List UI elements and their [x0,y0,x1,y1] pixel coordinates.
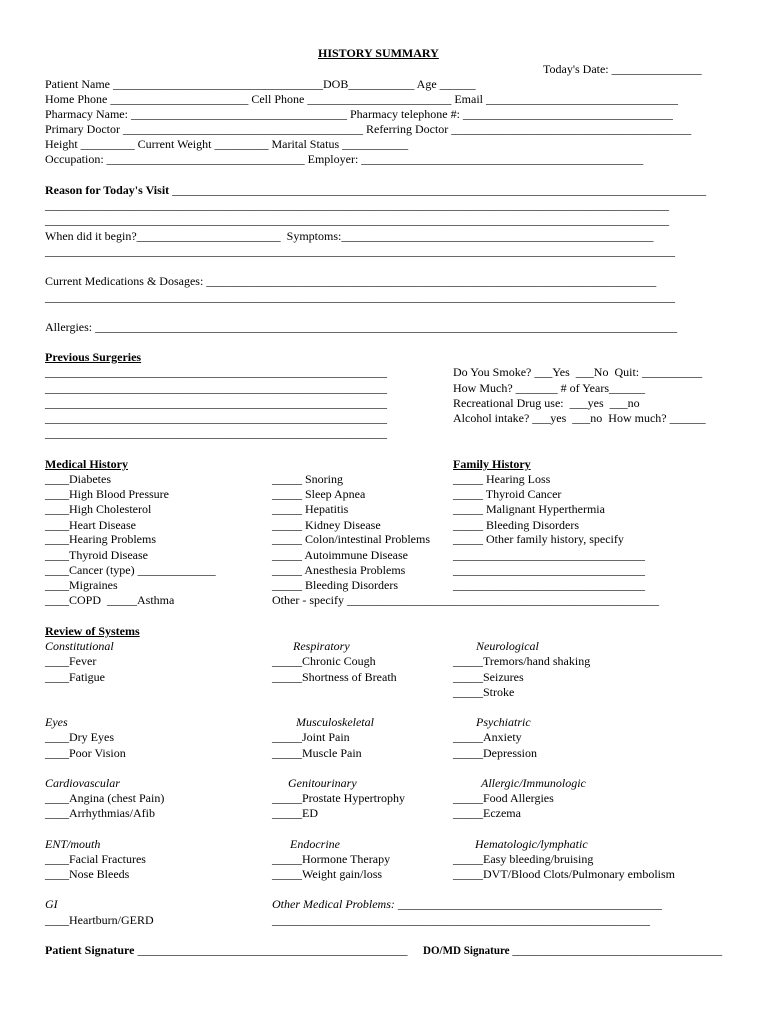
doctors-row[interactable]: Primary Doctor ________________________________________ Referring Doctor ________________________________________ [45,122,692,136]
ros-group-title: Genitourinary [288,776,357,790]
family-history-item[interactable]: _____ Malignant Hyperthermia [453,502,605,516]
ros-group-title: Eyes [45,715,68,729]
ros-group-title: GI [45,897,58,911]
family-history-item[interactable]: _____ Hearing Loss [453,472,551,486]
ros-group-title: Allergic/Immunologic [481,776,586,790]
height-weight-marital-row[interactable]: Height _________ Current Weight _________ Marital Status ___________ [45,137,409,151]
medical-history-item[interactable]: _____ Bleeding Disorders [272,578,398,592]
reason-blank[interactable]: _________________________________________________________________________________________ [169,183,707,197]
patient-name-dob-age-row[interactable]: Patient Name ___________________________________DOB___________ Age ______ [45,77,476,91]
medical-history-item[interactable]: _____ Sleep Apnea [272,487,366,501]
ros-item[interactable]: _____Stroke [453,685,515,699]
todays-date-field[interactable]: Today's Date: _______________ [543,62,702,76]
doctor-signature-blank[interactable]: ______________________________________ [509,943,723,957]
ros-item[interactable]: _____Food Allergies [453,791,554,805]
ros-group-title: Respiratory [293,639,350,653]
medical-history-item[interactable]: ____Migraines [45,578,118,592]
ros-item[interactable]: _____Easy bleeding/bruising [453,852,594,866]
medical-history-item[interactable]: ____Diabetes [45,472,111,486]
ros-item[interactable]: ____Facial Fractures [45,852,146,866]
medical-history-heading: Medical History [45,457,128,471]
family-history-line[interactable]: ________________________________ [453,548,645,562]
other-medical-problems-blank[interactable]: ____________________________________________ [394,897,662,911]
pharmacy-row[interactable]: Pharmacy Name: ____________________________________ Pharmacy telephone #: ___________________________________ [45,107,673,121]
doctor-signature-row[interactable] [423,943,722,958]
ros-item[interactable]: ____Arrhythmias/Afib [45,806,155,820]
other-medical-problems-line[interactable]: _______________________________________________________________ [272,913,650,927]
medical-history-item[interactable]: ____Thyroid Disease [45,548,148,562]
medical-history-item[interactable]: _____ Hepatitis [272,502,349,516]
ros-item[interactable]: _____Hormone Therapy [272,852,391,866]
ros-item[interactable]: _____Anxiety [453,730,522,744]
ros-item[interactable]: ____Angina (chest Pain) [45,791,165,805]
ros-item[interactable]: ____Nose Bleeds [45,867,130,881]
reason-line[interactable]: ________________________________________________________________________________________________________ [45,213,669,227]
medications-row[interactable]: Current Medications & Dosages: ___________________________________________________________________________ [45,274,657,288]
doctor-signature-label: DO/MD Signature [423,943,510,957]
ros-item[interactable]: ____Fever [45,654,97,668]
ros-item[interactable]: _____Seizures [453,670,524,684]
other-medical-problems-label: Other Medical Problems: [272,897,395,911]
other-medical-problems-row[interactable] [272,897,662,912]
drug-use-row[interactable]: Recreational Drug use: ___yes ___no [453,396,640,410]
family-history-item[interactable]: _____ Other family history, specify [453,532,624,546]
ros-item[interactable]: _____Shortness of Breath [272,670,397,684]
surgery-line[interactable]: _________________________________________________________ [45,426,387,440]
surgery-line[interactable]: _________________________________________________________ [45,411,387,425]
ros-group-title: Cardiovascular [45,776,120,790]
symptoms-line[interactable]: _________________________________________________________________________________________________________ [45,244,675,258]
ros-item[interactable]: _____ED [272,806,318,820]
ros-item[interactable]: _____Joint Pain [272,730,350,744]
reason-label: Reason for Today's Visit [45,183,170,197]
medications-line[interactable]: _________________________________________________________________________________________________________ [45,290,675,304]
ros-item[interactable]: _____Tremors/hand shaking [453,654,591,668]
allergies-row[interactable]: Allergies: _________________________________________________________________________________________________ [45,320,678,334]
medical-history-item[interactable]: ____High Blood Pressure [45,487,169,501]
ros-group-title: ENT/mouth [45,837,101,851]
occupation-employer-row[interactable]: Occupation: _________________________________ Employer: _______________________________________________ [45,152,644,166]
patient-signature-blank[interactable]: _____________________________________________ [134,943,408,957]
medical-history-item[interactable]: _____ Autoimmune Disease [272,548,408,562]
medical-history-item[interactable]: ____COPD _____Asthma [45,593,175,607]
form-title: HISTORY SUMMARY [318,46,439,60]
surgery-line[interactable]: _________________________________________________________ [45,396,387,410]
ros-item[interactable]: ____Dry Eyes [45,730,114,744]
family-history-heading: Family History [453,457,531,471]
alcohol-row[interactable]: Alcohol intake? ___yes ___no How much? ______ [453,411,706,425]
review-of-systems-heading: Review of Systems [45,624,140,638]
smoke-amount-row[interactable]: How Much? _______ # of Years______ [453,381,645,395]
ros-item[interactable]: _____Chronic Cough [272,654,376,668]
medical-history-item[interactable]: ____Heart Disease [45,518,136,532]
ros-item[interactable]: _____Prostate Hypertrophy [272,791,405,805]
medical-history-item[interactable]: _____ Snoring [272,472,344,486]
ros-item[interactable]: ____Fatigue [45,670,105,684]
ros-item[interactable]: ____Heartburn/GERD [45,913,154,927]
phone-email-row[interactable]: Home Phone _______________________ Cell Phone ________________________ Email ________________________________ [45,92,678,106]
patient-signature-row[interactable] [45,943,407,958]
patient-signature-label: Patient Signature [45,943,135,957]
ros-item[interactable]: _____Eczema [453,806,521,820]
ros-group-title: Endocrine [290,837,340,851]
ros-item[interactable]: _____Muscle Pain [272,746,362,760]
medical-history-item[interactable]: ____High Cholesterol [45,502,152,516]
ros-group-title: Musculoskeletal [296,715,374,729]
medical-history-item[interactable]: ____Cancer (type) _____________ [45,563,216,577]
previous-surgeries-heading: Previous Surgeries [45,350,142,364]
ros-item[interactable]: ____Poor Vision [45,746,126,760]
family-history-line[interactable]: ________________________________ [453,563,645,577]
ros-group-title: Neurological [476,639,539,653]
ros-item[interactable]: _____Weight gain/loss [272,867,383,881]
when-symptoms-row[interactable]: When did it begin?________________________ Symptoms:____________________________________________________ [45,229,654,243]
ros-group-title: Hematologic/lymphatic [475,837,588,851]
ros-item[interactable]: _____Depression [453,746,537,760]
medical-history-item[interactable]: _____ Anesthesia Problems [272,563,406,577]
family-history-item[interactable]: _____ Bleeding Disorders [453,518,579,532]
surgery-line[interactable]: _________________________________________________________ [45,365,387,379]
reason-row[interactable] [45,183,706,198]
ros-group-title: Constitutional [45,639,114,653]
medical-history-item[interactable]: _____ Colon/intestinal Problems [272,532,430,546]
ros-item[interactable]: _____DVT/Blood Clots/Pulmonary embolism [453,867,676,881]
other-specify-field[interactable]: Other - specify ____________________________________________________ [272,593,659,607]
reason-line[interactable]: ________________________________________________________________________________________________________ [45,198,669,212]
family-history-item[interactable]: _____ Thyroid Cancer [453,487,562,501]
medical-history-item[interactable]: ____Hearing Problems [45,532,156,546]
smoke-row[interactable]: Do You Smoke? ___Yes ___No Quit: __________ [453,365,703,379]
family-history-line[interactable]: ________________________________ [453,578,645,592]
ros-group-title: Psychiatric [476,715,531,729]
medical-history-item[interactable]: _____ Kidney Disease [272,518,381,532]
surgery-line[interactable]: _________________________________________________________ [45,381,387,395]
